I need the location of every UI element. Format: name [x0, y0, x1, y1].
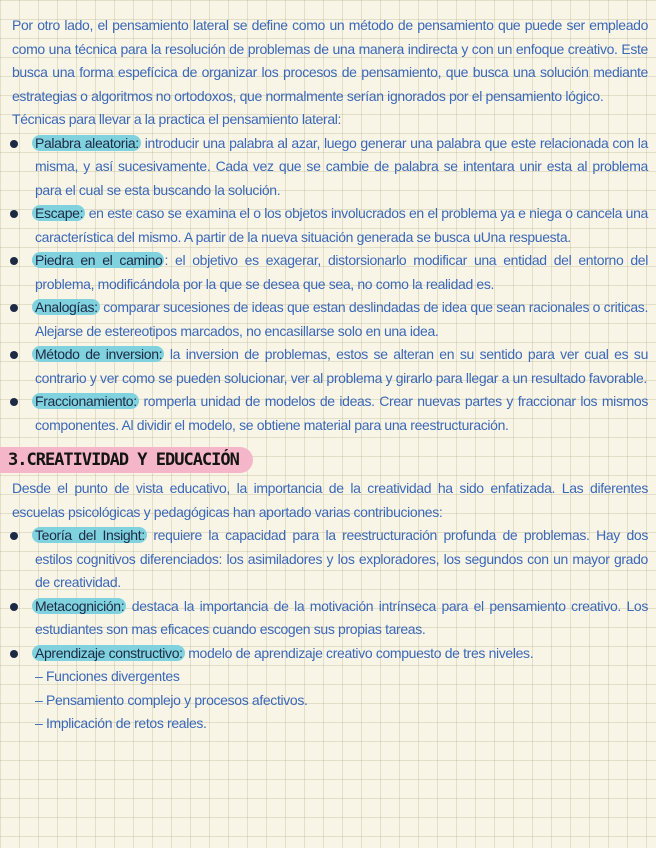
bullet-icon: [10, 398, 18, 406]
item-text: destaca la importancia de la motivación intrínseca para el pensamiento creativo. Los estudiantes son mas eficaces cuando escogen sus propias tareas.: [35, 597, 648, 637]
list-item: [12, 296, 648, 343]
term-highlight: Palabra aleatoria:: [32, 135, 141, 151]
techniques-intro: Técnicas para llevar a la practica el pensamiento lateral:: [12, 111, 342, 127]
contributions-list: [12, 524, 648, 665]
term-highlight: Analogías:: [32, 299, 100, 315]
bullet-icon: [10, 140, 18, 148]
section-paragraph: Desde el punto de vista educativo, la importancia de la creatividad ha sido enfatizada. Las diferentes escuelas psicológicas y pedagógicas han aportado varias contribuciones:: [12, 480, 648, 520]
list-item: [12, 343, 648, 390]
item-text: en este caso se examina el o los objetos involucrados en el problema ya e niega o cancela una característica del mismo. A partir de la nueva situación generada se busca uUna respuesta.: [35, 205, 648, 245]
item-text: requiere la capacidad para la reestructuración profunda de problemas. Hay dos estilos cognitivos diferenciados: los asimiladores y los exploradores, los segundos con un mayor grado de creatividad.: [35, 527, 648, 590]
item-text: modelo de aprendizaje creativo compuesto de tres niveles.: [184, 644, 534, 661]
section-heading-wrap: [0, 447, 648, 473]
bullet-icon: [10, 210, 18, 218]
list-item: [12, 202, 648, 249]
list-item: [12, 524, 648, 595]
list-item: [12, 642, 648, 666]
sublist-item: – Pensamiento complejo y procesos afectivos.: [35, 691, 308, 708]
item-text: comparar sucesiones de ideas que estan deslindadas de idea que sean racionales o criticas. Alejarse de estereotipos marcados, no encasillarse solo en una idea.: [35, 299, 648, 339]
bullet-icon: [10, 603, 18, 611]
term-highlight: Fraccionamiento:: [32, 393, 139, 409]
item-text: introducir una palabra al azar, luego generar una palabra que este relacionada con la misma, y así sucesivamente. Cada vez que se cambie de palabra se intentara unir esta al problema para el cual se esta buscando la solución.: [35, 134, 648, 198]
bullet-icon: [10, 650, 18, 658]
intro-paragraph: Por otro lado, el pensamiento lateral se define como un método de pensamiento que puede ser empleado como una técnica para la resolución de problemas de una manera indirecta y con un enfoque creativo. Este busca una forma espefícica de organizar los procesos de pensamiento, que busca una solución mediante estrategias o algoritmos no ortodoxos, que normalmente serían ignorados por el pensamiento lógico.: [12, 17, 648, 104]
list-item: [12, 249, 648, 296]
list-item: [12, 595, 648, 642]
term-highlight: Metacognición:: [32, 598, 126, 614]
term-highlight: Método de inversion:: [32, 346, 164, 362]
bullet-icon: [10, 351, 18, 359]
sublist-item: – Implicación de retos reales.: [35, 715, 207, 731]
term-highlight: Teoría del Insight:: [32, 527, 147, 543]
item-text: romperla unidad de modelos de ideas. Crear nuevas partes y fraccionar los mismos componentes. Al dividir el modelo, se obtiene material para una reestructuración.: [35, 393, 648, 433]
item-text: : el objetivo es exagerar, distorsionarlo modificar una entidad del entorno del problema, modificándola por la que se desea que sea, no como la realidad es.: [35, 252, 649, 292]
levels-sublist: [12, 665, 648, 736]
section-heading: 3.CREATIVIDAD Y EDUCACIÓN: [0, 447, 253, 473]
bullet-icon: [10, 257, 18, 265]
techniques-list: [12, 132, 648, 438]
sublist-item: – Funciones divergentes: [35, 668, 180, 684]
item-text: la inversion de problemas, estos se alteran en su sentido para ver cual es su contrario y ver como se pueden solucionar, ver al problema y girarlo para llegar a un resultado favorable.: [35, 346, 649, 386]
term-highlight: Aprendizaje constructivo:: [32, 645, 185, 661]
list-item: [12, 132, 648, 203]
list-item: [12, 390, 648, 437]
bullet-icon: [10, 532, 18, 540]
bullet-icon: [10, 304, 18, 312]
term-highlight: Escape:: [32, 205, 85, 221]
term-highlight: Piedra en el camino: [32, 252, 164, 268]
